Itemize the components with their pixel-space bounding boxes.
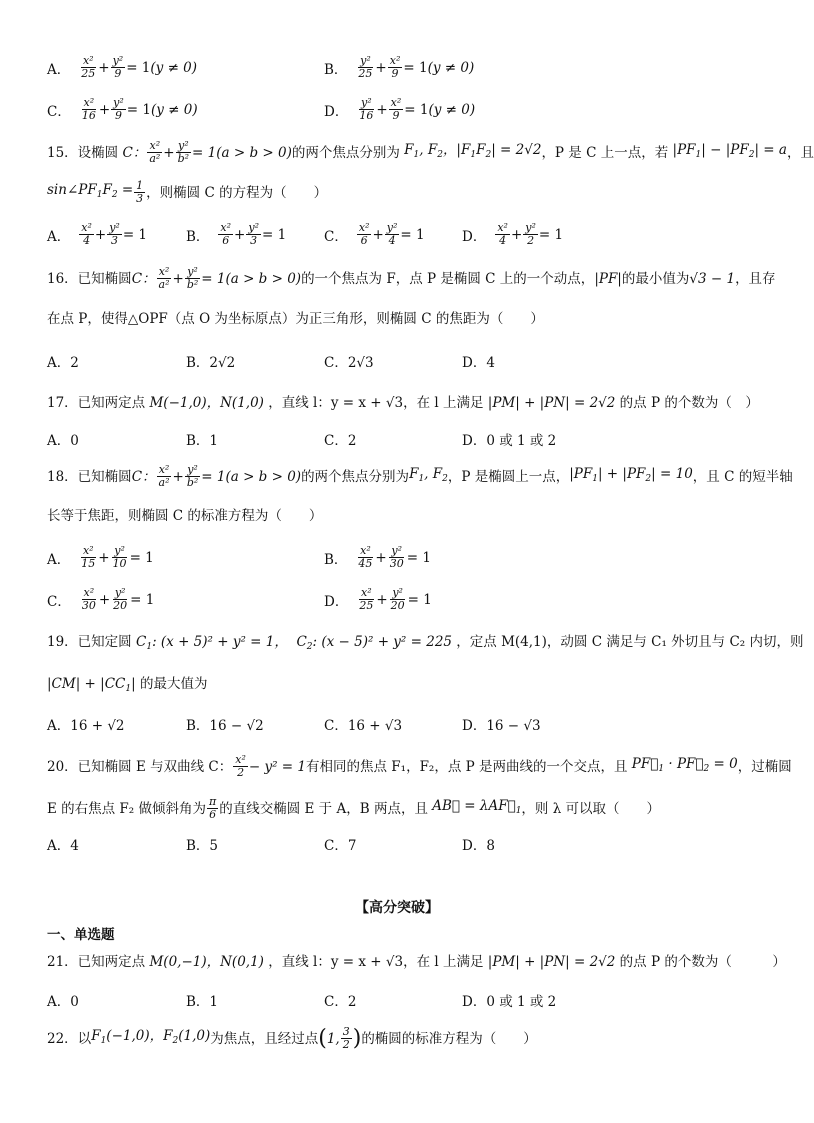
section-heading: 【高分突破】 <box>355 900 439 916</box>
q16-option-d: D．4 <box>462 355 495 371</box>
q16-option-a: A．2 <box>47 355 79 371</box>
question-19-line-2: $|CM| + |CC_1|$ 的最大值为 <box>47 676 208 694</box>
question-20-line-1: 20．已知椭圆 E 与双曲线 C： $\frac{\text{x²}}{2}$ − y² = 1 有相同的焦点 F₁，F₂，点 P 是两曲线的一个交点，且 $PF⃗_1$ · $PF⃗_2 = 0$ ，过椭圆 <box>47 753 792 779</box>
q20-option-b: B．5 <box>186 838 219 854</box>
question-17-line-1: 17．已知两定点 M(−1,0)，N(1,0) ，直线 l：y = x + √3，在 l 上满足 |PM| + |PN| = 2√2 的点 P 的个数为（ ） <box>47 395 759 411</box>
question-18-line-2: 长等于焦距，则椭圆 C 的标准方程为（ ） <box>47 508 323 524</box>
option-a: A． $\frac{\text{x²}}{25}$ + $\frac{\text{y²}}{9}$ = 1 (y ≠ 0) <box>47 54 198 80</box>
q17-option-a: A．0 <box>47 433 79 449</box>
q21-option-b: B．1 <box>186 994 219 1010</box>
q18-option-b: B． $\frac{\text{x²}}{45}$ + $\frac{\text{y²}}{30}$ = 1 <box>324 544 431 570</box>
question-16-line-1: 16．已知椭圆 C： $\frac{\text{x²}}{\text{a²}}$ + $\frac{\text{y²}}{\text{b²}}$ = 1(a > b > 0) 的一个焦点为 F，点 P 是椭圆 C 上的一个动点， |PF| 的最小值为 √3 − 1 ，且存 <box>47 265 776 291</box>
q19-option-b: B．16 − √2 <box>186 718 264 734</box>
question-16-line-2: 在点 P，使得△OPF（点 O 为坐标原点）为正三角形，则椭圆 C 的焦距为（ ） <box>47 311 544 327</box>
q20-option-c: C．7 <box>324 838 357 854</box>
q16-option-c: C．2√3 <box>324 355 374 371</box>
q15-option-b: B． $\frac{\text{x²}}{6}$ + $\frac{\text{y²}}{3}$ = 1 <box>186 221 287 247</box>
question-18-line-1: 18．已知椭圆 C： $\frac{\text{x²}}{\text{a²}}$ + $\frac{\text{y²}}{\text{b²}}$ = 1(a > b > 0) 的两个焦点分别为 $F_1$, $F_2$ ，P 是椭圆上一点， $|PF_1| + |PF_2| = 10$ ，且 C 的短半轴 <box>47 463 793 489</box>
option-d: D． $\frac{\text{y²}}{16}$ + $\frac{\text{x²}}{9}$ = 1 (y ≠ 0) <box>324 96 476 122</box>
q15-option-c: C． $\frac{\text{x²}}{6}$ + $\frac{\text{y²}}{4}$ = 1 <box>324 221 425 247</box>
question-15-line-1: 15．设椭圆 C： $\frac{\text{x²}}{\text{a²}}$ + $\frac{\text{y²}}{\text{b²}}$ = 1(a > b > 0) 的两个焦点分别为 $F_1$, $F_2$，$|F_1F_2| = 2√2$ ，P 是 C 上一点，若 $|PF_1| - |PF_2| = a$ ，且 <box>47 139 814 165</box>
option-b: B． $\frac{\text{y²}}{25}$ + $\frac{\text{x²}}{9}$ = 1 (y ≠ 0) <box>324 54 475 80</box>
section-title: 一、单选题 <box>47 927 115 943</box>
q19-option-a: A．16 + √2 <box>47 718 125 734</box>
q16-option-b: B．2√2 <box>186 355 236 371</box>
q15-option-a: A． $\frac{\text{x²}}{4}$ + $\frac{\text{y²}}{3}$ = 1 <box>47 221 148 247</box>
q21-option-a: A．0 <box>47 994 79 1010</box>
question-22-line-1: 22．以 $F_1(-1,0)$，$F_2(1,0)$ 为焦点，且经过点 ( 1, $\frac{3}{2}$ ) 的椭圆的标准方程为（ ） <box>47 1025 537 1051</box>
question-15-line-2: $\sin\angle PF_1F_2$ = $\frac{1}{3}$ ，则椭圆 C 的方程为（ ） <box>47 179 328 205</box>
q17-option-b: B．1 <box>186 433 219 449</box>
q19-option-c: C．16 + √3 <box>324 718 403 734</box>
question-19-line-1: 19．已知定圆 $C_1$: (x + 5)² + y² = 1， $C_2$: (x − 5)² + y² = 225 ，定点 M(4,1)，动圆 C 满足与 C₁ 外切且与 C₂ 内切，则 <box>47 634 804 652</box>
q17-option-d: D．0 或 1 或 2 <box>462 433 557 449</box>
q18-option-c: C． $\frac{\text{x²}}{30}$ + $\frac{\text{y²}}{20}$ = 1 <box>47 586 155 612</box>
q15-option-d: D． $\frac{\text{x²}}{4}$ + $\frac{\text{y²}}{2}$ = 1 <box>462 221 564 247</box>
q20-option-d: D．8 <box>462 838 495 854</box>
q19-option-d: D．16 − √3 <box>462 718 541 734</box>
q18-option-a: A． $\frac{\text{x²}}{15}$ + $\frac{\text{y²}}{10}$ = 1 <box>47 544 154 570</box>
question-21-line-1: 21．已知两定点 M(0,−1)，N(0,1) ，直线 l：y = x + √3，在 l 上满足 |PM| + |PN| = 2√2 的点 P 的个数为（ ） <box>47 954 786 970</box>
option-c: C． $\frac{\text{x²}}{16}$ + $\frac{\text{y²}}{9}$ = 1 (y ≠ 0) <box>47 96 198 122</box>
question-20-line-2: E 的右焦点 F₂ 做倾斜角为 $\frac{\pi}{6}$ 的直线交椭圆 E 于 A，B 两点，且 AB⃗ = $\lambda AF⃗_1$ ，则 λ 可以取（ ） <box>47 795 661 821</box>
q21-option-c: C．2 <box>324 994 357 1010</box>
q18-option-d: D． $\frac{\text{x²}}{25}$ + $\frac{\text{y²}}{20}$ = 1 <box>324 586 432 612</box>
q21-option-d: D．0 或 1 或 2 <box>462 994 557 1010</box>
q17-option-c: C．2 <box>324 433 357 449</box>
q20-option-a: A．4 <box>47 838 79 854</box>
